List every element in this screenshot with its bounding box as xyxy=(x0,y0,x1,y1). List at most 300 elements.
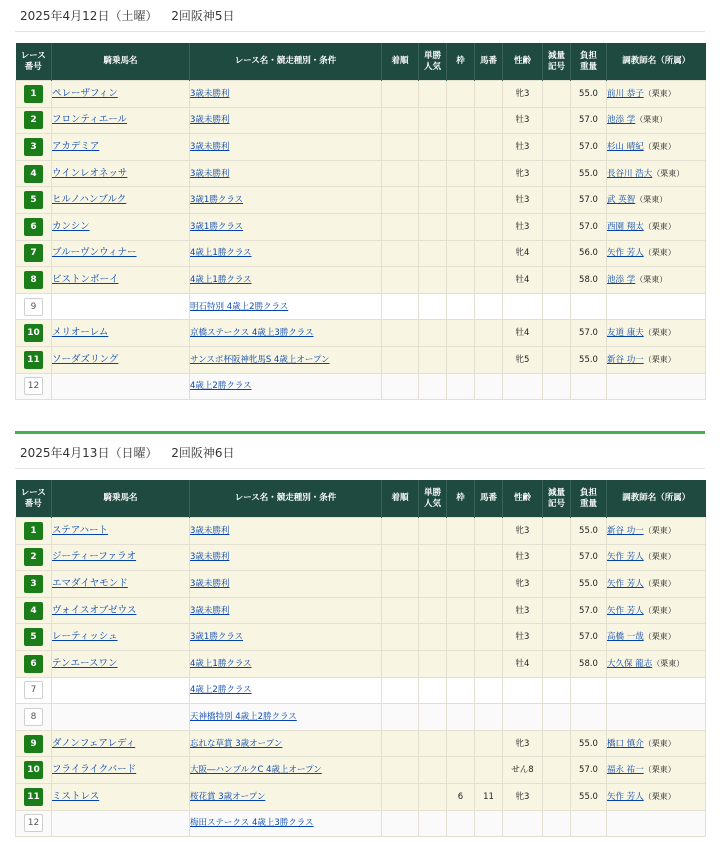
gen-cell xyxy=(543,107,571,134)
trainer-link[interactable]: 西園 翔太 xyxy=(607,221,644,232)
race-number-badge: 2 xyxy=(24,111,43,129)
trainer-cell xyxy=(607,677,706,704)
race-cell xyxy=(190,704,382,731)
horse-link[interactable]: ヒルノハンブルク xyxy=(52,194,127,206)
waku-cell xyxy=(447,320,475,347)
horse-cell xyxy=(52,544,190,571)
race-link[interactable]: 3歳未勝利 xyxy=(190,141,230,152)
horse-link[interactable]: ジーティーファラオ xyxy=(52,551,137,563)
race-link[interactable]: 京橋ステークス 4歳上3勝クラス xyxy=(190,328,314,339)
sexage-cell: 牡3 xyxy=(503,213,543,240)
uma-cell xyxy=(475,757,503,784)
race-link[interactable]: 忘れな草賞 3歳オープン xyxy=(190,738,283,749)
race-link[interactable]: 3歳未勝利 xyxy=(190,88,230,99)
sexage-cell: 牝3 xyxy=(503,783,543,810)
table-row xyxy=(16,544,706,571)
kin-cell: 55.0 xyxy=(571,518,607,545)
pop-cell xyxy=(419,346,447,373)
trainer-cell xyxy=(607,650,706,677)
order-cell xyxy=(382,320,419,347)
gen-cell xyxy=(543,160,571,187)
waku-cell xyxy=(447,518,475,545)
trainer-cell xyxy=(607,624,706,651)
race-number-cell xyxy=(16,240,52,267)
kin-cell: 55.0 xyxy=(571,346,607,373)
col-header-uma: 馬番 xyxy=(475,43,503,81)
waku-cell xyxy=(447,373,475,400)
sexage-cell: 牝3 xyxy=(503,730,543,757)
gen-cell xyxy=(543,783,571,810)
horse-link[interactable]: カンシン xyxy=(52,220,90,232)
gen-cell xyxy=(543,240,571,267)
col-header-trainer: 調教師名（所属） xyxy=(607,43,706,81)
trainer-affiliation: （栗東） xyxy=(643,738,676,748)
waku-cell xyxy=(447,677,475,704)
meeting-label: 2回阪神5日 xyxy=(171,9,235,23)
waku-cell xyxy=(447,597,475,624)
horse-cell xyxy=(52,810,190,837)
sexage-cell: 牡3 xyxy=(503,187,543,214)
sexage-cell xyxy=(503,810,543,837)
col-header-order: 着順 xyxy=(382,43,419,81)
order-cell xyxy=(382,213,419,240)
race-number-cell xyxy=(16,757,52,784)
race-cell xyxy=(190,213,382,240)
race-cell xyxy=(190,293,382,320)
race-number-cell xyxy=(16,810,52,837)
kin-cell: 57.0 xyxy=(571,187,607,214)
order-cell xyxy=(382,757,419,784)
trainer-link[interactable]: 新谷 功一 xyxy=(607,525,644,536)
col-header-order: 着順 xyxy=(382,480,419,518)
order-cell xyxy=(382,783,419,810)
pop-cell xyxy=(419,160,447,187)
gen-cell xyxy=(543,267,571,294)
race-number-cell xyxy=(16,134,52,161)
kin-cell xyxy=(571,704,607,731)
race-number-badge: 10 xyxy=(24,761,43,779)
trainer-cell xyxy=(607,240,706,267)
table-row xyxy=(16,624,706,651)
table-row xyxy=(16,757,706,784)
pop-cell xyxy=(419,187,447,214)
race-number-badge: 7 xyxy=(24,244,43,262)
order-cell xyxy=(382,544,419,571)
kin-cell: 55.0 xyxy=(571,160,607,187)
gen-cell xyxy=(543,213,571,240)
race-link[interactable]: 4歳上1勝クラス xyxy=(190,248,252,259)
race-number-badge: 3 xyxy=(24,575,43,593)
horse-cell xyxy=(52,783,190,810)
table-row xyxy=(16,160,706,187)
kin-cell: 57.0 xyxy=(571,544,607,571)
trainer-affiliation: （栗東） xyxy=(643,578,676,588)
uma-cell xyxy=(475,677,503,704)
trainer-affiliation: （栗東） xyxy=(652,658,685,668)
gen-cell xyxy=(543,677,571,704)
table-row xyxy=(16,650,706,677)
race-cell xyxy=(190,544,382,571)
horse-cell xyxy=(52,81,190,108)
race-number-cell xyxy=(16,783,52,810)
gen-cell xyxy=(543,571,571,598)
race-number-cell xyxy=(16,544,52,571)
horse-link[interactable]: ダノンフェアレディ xyxy=(52,737,136,749)
header-row xyxy=(16,480,706,518)
waku-cell xyxy=(447,240,475,267)
race-link[interactable]: 天神橋特別 4歳上2勝クラス xyxy=(190,711,297,722)
pop-cell xyxy=(419,544,447,571)
race-link[interactable]: 大阪―ハンブルクC 4歳上オープン xyxy=(190,765,322,776)
uma-cell xyxy=(475,624,503,651)
race-cell xyxy=(190,320,382,347)
trainer-cell xyxy=(607,810,706,837)
waku-cell xyxy=(447,624,475,651)
waku-cell xyxy=(447,704,475,731)
race-number-badge: 5 xyxy=(24,191,43,209)
race-number-badge: 4 xyxy=(24,602,43,620)
horse-cell xyxy=(52,624,190,651)
gen-cell xyxy=(543,730,571,757)
gen-cell xyxy=(543,624,571,651)
trainer-link[interactable]: 友道 康夫 xyxy=(607,328,644,339)
col-header-gen: 減量 記号 xyxy=(543,43,571,81)
horse-link[interactable]: レーティッシュ xyxy=(52,631,118,643)
pop-cell xyxy=(419,267,447,294)
uma-cell xyxy=(475,544,503,571)
uma-cell xyxy=(475,187,503,214)
race-link[interactable]: 3歳未勝利 xyxy=(190,115,230,126)
trainer-cell xyxy=(607,107,706,134)
uma-cell xyxy=(475,160,503,187)
kin-cell: 55.0 xyxy=(571,81,607,108)
trainer-link[interactable]: 新谷 功一 xyxy=(607,354,644,365)
pop-cell xyxy=(419,597,447,624)
race-link[interactable]: 桜花賞 3歳オープン xyxy=(190,791,266,802)
trainer-cell xyxy=(607,320,706,347)
race-number-cell xyxy=(16,597,52,624)
trainer-link[interactable]: 杉山 晴紀 xyxy=(607,141,644,152)
trainer-affiliation: （栗東） xyxy=(643,248,676,258)
trainer-cell xyxy=(607,267,706,294)
uma-cell xyxy=(475,134,503,161)
pop-cell xyxy=(419,677,447,704)
kin-cell: 55.0 xyxy=(571,783,607,810)
gen-cell xyxy=(543,544,571,571)
divider xyxy=(15,468,705,469)
col-header-sexage: 性齢 xyxy=(503,480,543,518)
col-header-horse: 騎乗馬名 xyxy=(52,43,190,81)
sexage-cell: 牡3 xyxy=(503,544,543,571)
trainer-link[interactable]: 矢作 芳人 xyxy=(607,248,644,259)
meeting-label: 2回阪神6日 xyxy=(171,446,235,460)
horse-cell xyxy=(52,518,190,545)
waku-cell xyxy=(447,571,475,598)
order-cell xyxy=(382,518,419,545)
uma-cell xyxy=(475,704,503,731)
race-cell xyxy=(190,187,382,214)
horse-cell xyxy=(52,757,190,784)
sexage-cell: 牝3 xyxy=(503,518,543,545)
race-link[interactable]: 4歳上2勝クラス xyxy=(190,381,252,392)
table-row xyxy=(16,346,706,373)
race-number-cell xyxy=(16,293,52,320)
trainer-link[interactable]: 高橋 一哉 xyxy=(607,632,644,643)
table-row xyxy=(16,373,706,400)
trainer-link[interactable]: 長谷川 浩大 xyxy=(607,168,653,179)
col-header-waku: 枠 xyxy=(447,480,475,518)
race-cell xyxy=(190,267,382,294)
horse-link[interactable]: メリオーレム xyxy=(52,327,109,339)
trainer-link[interactable]: 矢作 芳人 xyxy=(607,578,644,589)
horse-link[interactable]: ステアハート xyxy=(52,524,109,536)
waku-cell xyxy=(447,134,475,161)
horse-cell xyxy=(52,704,190,731)
waku-cell xyxy=(447,810,475,837)
race-cell xyxy=(190,107,382,134)
race-cell xyxy=(190,650,382,677)
trainer-cell xyxy=(607,373,706,400)
table-row xyxy=(16,81,706,108)
trainer-link[interactable]: 橋口 慎介 xyxy=(607,738,644,749)
horse-link[interactable]: ブルーヴンウィナー xyxy=(52,247,137,259)
uma-cell xyxy=(475,267,503,294)
col-header-race: レース名・競走種別・条件 xyxy=(190,480,382,518)
order-cell xyxy=(382,810,419,837)
race-cell xyxy=(190,730,382,757)
race-link[interactable]: 3歳未勝利 xyxy=(190,552,230,563)
trainer-link[interactable]: 福永 祐一 xyxy=(607,765,644,776)
trainer-cell xyxy=(607,783,706,810)
col-header-race: レース名・競走種別・条件 xyxy=(190,43,382,81)
race-link[interactable]: 4歳上1勝クラス xyxy=(190,658,252,669)
horse-link[interactable]: フロンティエール xyxy=(52,114,128,126)
sexage-cell: 牡3 xyxy=(503,597,543,624)
trainer-link[interactable]: 前川 恭子 xyxy=(607,88,644,99)
horse-link[interactable]: ビストンボーイ xyxy=(52,273,119,285)
waku-cell xyxy=(447,730,475,757)
race-link[interactable]: 3歳未勝利 xyxy=(190,168,230,179)
race-link[interactable]: 4歳上1勝クラス xyxy=(190,274,252,285)
horse-link[interactable]: アカデミア xyxy=(52,140,100,152)
uma-cell xyxy=(475,810,503,837)
horse-link[interactable]: フライライクバード xyxy=(52,764,137,776)
waku-cell xyxy=(447,213,475,240)
race-number-cell xyxy=(16,373,52,400)
horse-cell xyxy=(52,213,190,240)
race-link[interactable]: 3歳未勝利 xyxy=(190,525,230,536)
col-header-raceno: レース 番号 xyxy=(16,480,52,518)
order-cell xyxy=(382,597,419,624)
table-row xyxy=(16,730,706,757)
pop-cell xyxy=(419,134,447,161)
race-number-cell xyxy=(16,650,52,677)
race-number-cell xyxy=(16,187,52,214)
trainer-link[interactable]: 大久保 龍志 xyxy=(607,658,653,669)
kin-cell: 57.0 xyxy=(571,107,607,134)
gen-cell xyxy=(543,134,571,161)
sexage-cell: 牝5 xyxy=(503,346,543,373)
trainer-affiliation: （栗東） xyxy=(643,765,676,775)
race-number-badge: 9 xyxy=(24,735,43,753)
race-link[interactable]: 3歳未勝利 xyxy=(190,605,230,616)
table-row xyxy=(16,240,706,267)
sexage-cell: 牝3 xyxy=(503,571,543,598)
race-number-badge: 1 xyxy=(24,85,43,103)
pop-cell xyxy=(419,704,447,731)
waku-cell xyxy=(447,267,475,294)
race-link[interactable]: 3歳1勝クラス xyxy=(190,632,244,643)
pop-cell xyxy=(419,571,447,598)
sexage-cell: 牝3 xyxy=(503,160,543,187)
race-cell xyxy=(190,757,382,784)
race-results-table xyxy=(15,43,706,400)
gen-cell xyxy=(543,650,571,677)
horse-link[interactable]: ウインレオネッサ xyxy=(52,167,128,179)
trainer-cell xyxy=(607,160,706,187)
trainer-affiliation: （栗東） xyxy=(643,525,676,535)
trainer-link[interactable]: 池添 学 xyxy=(607,274,636,285)
trainer-cell xyxy=(607,730,706,757)
race-link[interactable]: 3歳1勝クラス xyxy=(190,195,244,206)
race-number-badge: 8 xyxy=(24,271,43,289)
race-number-badge: 12 xyxy=(24,814,43,832)
horse-link[interactable]: ミストレス xyxy=(52,790,100,802)
horse-cell xyxy=(52,293,190,320)
trainer-link[interactable]: 池添 学 xyxy=(607,115,636,126)
trainer-affiliation: （栗東） xyxy=(643,141,676,151)
gen-cell xyxy=(543,373,571,400)
col-header-kin: 負担 重量 xyxy=(571,480,607,518)
table-row xyxy=(16,134,706,161)
order-cell xyxy=(382,373,419,400)
order-cell xyxy=(382,650,419,677)
horse-link[interactable]: ソーダズリング xyxy=(52,353,119,365)
trainer-link[interactable]: 武 英智 xyxy=(607,195,636,206)
divider xyxy=(15,31,705,32)
sexage-cell: 牡4 xyxy=(503,650,543,677)
order-cell xyxy=(382,346,419,373)
pop-cell xyxy=(419,240,447,267)
waku-cell xyxy=(447,544,475,571)
kin-cell xyxy=(571,810,607,837)
pop-cell xyxy=(419,518,447,545)
horse-link[interactable]: テンエースワン xyxy=(52,657,118,669)
table-row xyxy=(16,293,706,320)
kin-cell: 58.0 xyxy=(571,650,607,677)
uma-cell xyxy=(475,213,503,240)
table-row xyxy=(16,677,706,704)
kin-cell: 56.0 xyxy=(571,240,607,267)
horse-link[interactable]: ヴォイスオブゼウス xyxy=(52,604,137,616)
waku-cell: 6 xyxy=(447,783,475,810)
race-link[interactable]: 3歳未勝利 xyxy=(190,578,230,589)
pop-cell xyxy=(419,810,447,837)
race-link[interactable]: サンスポ杯阪神牝馬S 4歳上オープン xyxy=(190,354,330,365)
race-cell xyxy=(190,134,382,161)
order-cell xyxy=(382,240,419,267)
trainer-cell xyxy=(607,757,706,784)
trainer-affiliation: （栗東） xyxy=(643,221,676,231)
pop-cell xyxy=(419,320,447,347)
race-number-cell xyxy=(16,213,52,240)
table-row xyxy=(16,783,706,810)
horse-cell xyxy=(52,373,190,400)
kin-cell xyxy=(571,293,607,320)
race-link[interactable]: 明石特別 4歳上2勝クラス xyxy=(190,301,289,312)
trainer-cell xyxy=(607,518,706,545)
uma-cell xyxy=(475,597,503,624)
horse-link[interactable]: エマダイヤモンド xyxy=(52,577,128,589)
order-cell xyxy=(382,107,419,134)
race-cell xyxy=(190,571,382,598)
header-row xyxy=(16,43,706,81)
horse-cell xyxy=(52,320,190,347)
waku-cell xyxy=(447,107,475,134)
race-number-cell xyxy=(16,518,52,545)
uma-cell xyxy=(475,107,503,134)
race-link[interactable]: 梅田ステークス 4歳上3勝クラス xyxy=(190,818,314,829)
uma-cell xyxy=(475,650,503,677)
race-link[interactable]: 4歳上2勝クラス xyxy=(190,685,252,696)
trainer-affiliation: （栗東） xyxy=(643,791,676,801)
trainer-affiliation: （栗東） xyxy=(635,195,668,205)
table-row xyxy=(16,518,706,545)
order-cell xyxy=(382,134,419,161)
gen-cell xyxy=(543,597,571,624)
uma-cell xyxy=(475,320,503,347)
order-cell xyxy=(382,704,419,731)
race-cell xyxy=(190,597,382,624)
horse-link[interactable]: ペレーザフィン xyxy=(52,87,118,99)
race-number-cell xyxy=(16,81,52,108)
race-cell xyxy=(190,346,382,373)
kin-cell xyxy=(571,677,607,704)
race-number-cell xyxy=(16,320,52,347)
gen-cell xyxy=(543,293,571,320)
race-number-cell xyxy=(16,624,52,651)
trainer-cell xyxy=(607,293,706,320)
race-number-badge: 4 xyxy=(24,165,43,183)
race-link[interactable]: 3歳1勝クラス xyxy=(190,221,244,232)
kin-cell: 57.0 xyxy=(571,624,607,651)
trainer-link[interactable]: 矢作 芳人 xyxy=(607,791,644,802)
race-number-badge: 11 xyxy=(24,788,43,806)
sexage-cell: 牡3 xyxy=(503,624,543,651)
race-number-cell xyxy=(16,677,52,704)
gen-cell xyxy=(543,518,571,545)
race-number-badge: 3 xyxy=(24,138,43,156)
table-row xyxy=(16,187,706,214)
trainer-cell xyxy=(607,704,706,731)
race-number-cell xyxy=(16,346,52,373)
trainer-link[interactable]: 矢作 芳人 xyxy=(607,605,644,616)
gen-cell xyxy=(543,810,571,837)
trainer-link[interactable]: 矢作 芳人 xyxy=(607,552,644,563)
order-cell xyxy=(382,624,419,651)
order-cell xyxy=(382,81,419,108)
day-heading xyxy=(20,444,235,461)
order-cell xyxy=(382,160,419,187)
col-header-raceno: レース 番号 xyxy=(16,43,52,81)
race-number-badge: 9 xyxy=(24,298,43,316)
uma-cell xyxy=(475,81,503,108)
kin-cell: 57.0 xyxy=(571,134,607,161)
uma-cell xyxy=(475,240,503,267)
table-row xyxy=(16,810,706,837)
waku-cell xyxy=(447,293,475,320)
pop-cell xyxy=(419,373,447,400)
